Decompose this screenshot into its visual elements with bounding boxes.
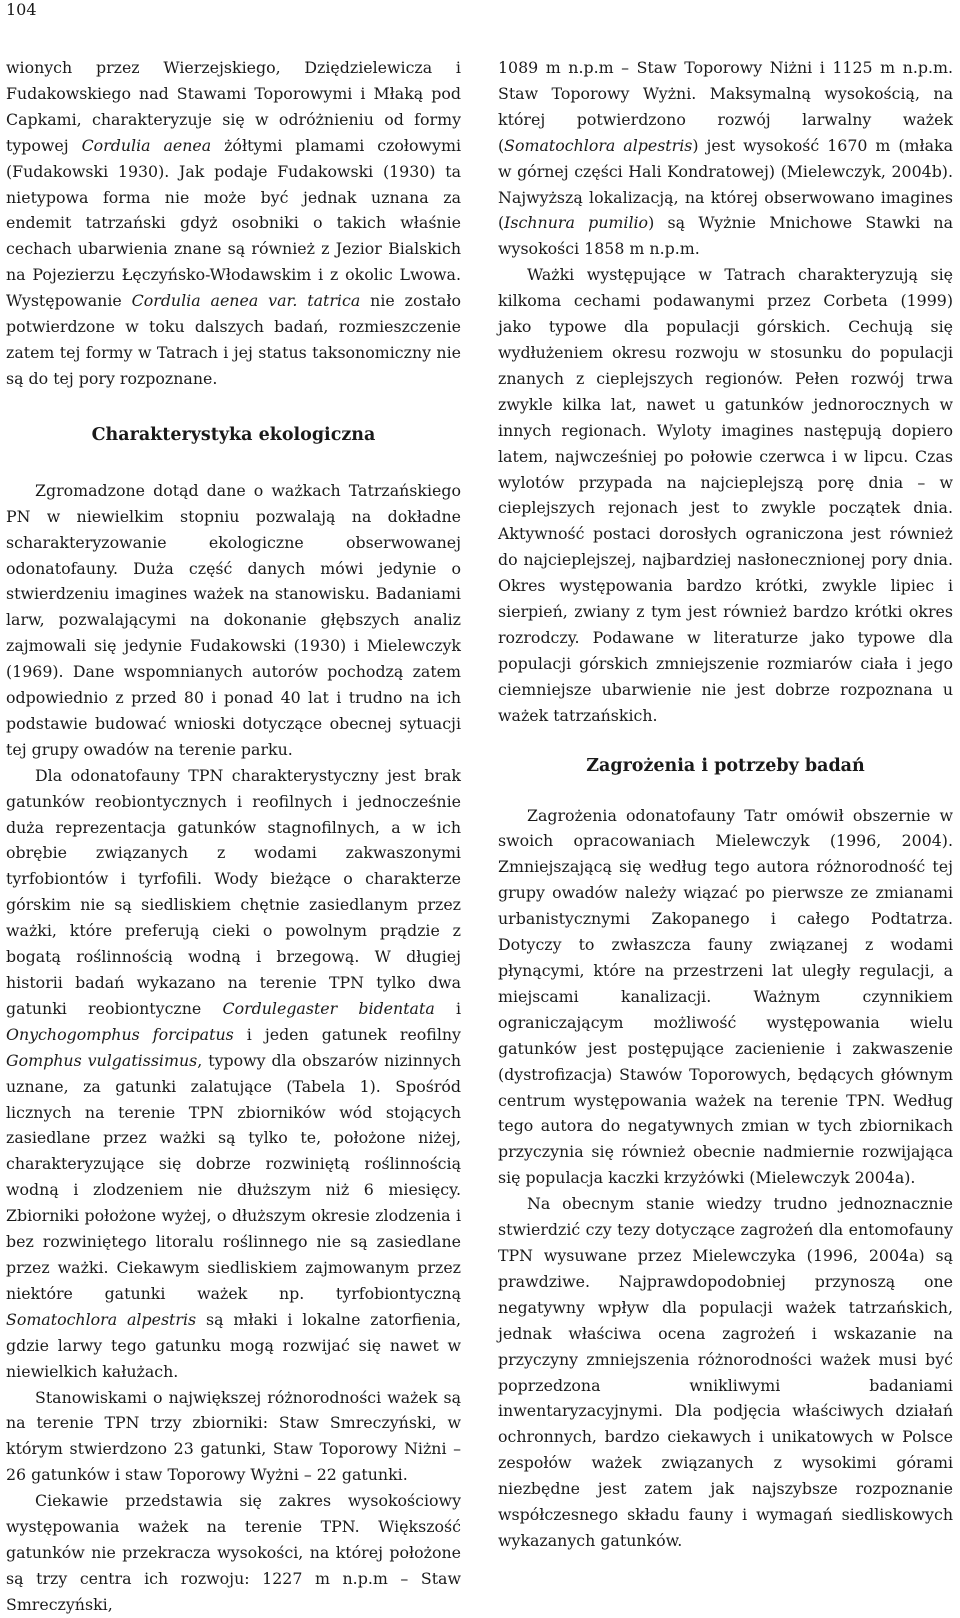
paragraph-altitude-continued: 1089 m n.p.m – Staw Toporowy Niżni i 1125 m n.p.m. Staw Toporowy Wyżni. Maksymalną wysokością, na której potwierdzono rozwój larwalny ważek (Somatochlora alpestris) jest wysokość 1670 m (młaka w górnej części Hali Kondratowej) (Mielewczyk, 2004b). Najwyższą lokalizacją, na której obserwowano imagines (Ischnura pumilio) są Wyżnie Mnichowe Stawki na wysokości 1858 m n.p.m. — [498, 58, 954, 259]
section-heading-ecology: Charakterystyka ekologiczna — [91, 424, 376, 445]
left-column — [6, 55, 461, 1618]
paragraph-intro: wionych przez Wierzejskiego, Dziędzielewicza i Fudakowskiego nad Stawami Toporowymi i Młaką pod Capkami, charakteryzuje się w odróżnieniu od formy typowej Cordulia aenea żółtymi plamami czołowymi (Fudakowski 1930). Jak podaje Fudakowski (1930) ta nietypowa forma nie może być jednak uznana za endemit tatrzański gdyż osobniki o takich właśnie cechach ubarwienia znane są również z Jezior Bialskich na Pojezierzu Łęczyńsko-Włodawskim i z okolic Lwowa. Występowanie Cordulia aenea var. tatrica nie zostało potwierdzone w toku dalszych badań, rozmieszczenie zatem tej formy w Tatrach i jej status taksonomiczny nie są do tej pory rozpoznane. — [6, 58, 462, 388]
page-number: 104 — [6, 0, 37, 19]
right-column — [498, 55, 953, 1554]
paragraph-altitude-range: Ciekawie przedstawia się zakres wysokościowy występowania ważek na terenie TPN. Większość gatunków nie przekracza wysokości, na której położone są trzy centra ich rozwoju: 1227 m n.p.m – Staw Smreczyński, — [6, 1491, 461, 1614]
paragraph-habitats: Dla odonatofauny TPN charakterystyczny jest brak gatunków reobiontycznych i reofilnych i jednocześnie duża reprezentacja gatunków stagnofilnych, a w ich obrębie związanych z wodami zakwaszonymi tyrfobiontów i tyrfofili. Wody bieżące o charakterze górskim nie są siedliskiem chętnie zasiedlanym przez ważki, które preferują cieki o powolnym prądzie z bogatą roślinnością wodną i brzegową. W długiej historii badań wykazano na terenie TPN tylko dwa gatunki reobiontyczne Cordulegaster bidentata i Onychogomphus forcipatus i jeden gatunek reofilny Gomphus vulgatissimus, typowy dla obszarów nizinnych uznane, za gatunki zalatujące (Tabela 1). Spośród licznych na terenie TPN zbiorników wód stojących zasiedlane przez ważki są tylko te, położone niżej, charakteryzujące się dobrze rozwiniętą roślinnością wodną i zlodzeniem nie dłuższym niż 6 miesięcy. Zbiorniki położone wyżej, o dłuższym okresie zlodzenia i bez rozwiniętego litoralu roślinnego nie są zasiedlane przez ważki. Ciekawym siedliskiem zajmowanym przez niektóre gatunki ważek np. tyrfobiontyczną Somatochlora alpestris są młaki i lokalne zatorfienia, gdzie larwy tego gatunku mogą rozwijać się nawet w niewielkich kałużach. — [6, 765, 462, 1381]
paragraph-threats: Zagrożenia odonatofauny Tatr omówił obszernie w swoich opracowaniach Mielewczyk (1996, 2004). Zmniejszającą się według tego autora różnorodność tej grupy owadów należy wiązać po pierwsze ze zmianami urbanistycznymi Zakopanego i całego Podtatrza. Dotyczy to zwłaszcza fauny związanej z wodami płynącymi, które na przestrzeni lat uległy regulacji, a miejscami kanalizacji. Ważnym czynnikiem ograniczającym możliwość występowania wielu gatunków jest postępujące zacienienie i zakwaszenie (dystrofizacja) Stawów Toporowych, będących głównym centrum występowania ważek na terenie TPN. Według tego autora do negatywnych zmian w tych zbiornikach przyczynia się również obecnie nadmiernie rozwijająca się populacja kaczki krzyżówki (Mielewczyk 2004a). — [498, 805, 953, 1188]
paragraph-data-overview: Zgromadzone dotąd dane o ważkach Tatrzańskiego PN w niewielkim stopniu pozwalają na dokładne scharakteryzowanie ekologiczne obserwowanej odonatofauny. Duża część danych mówi jedynie o stwierdzeniu imagines ważek na stanowisku. Badaniami larw, pozwalającymi na dokonanie głębszych analiz zajmowali się jedynie Fudakowski (1930) i Mielewczyk (1969). Dane wspomnianych autorów pochodzą zatem odpowiednio z przed 80 i ponad 40 lat i trudno na ich podstawie budować wnioski dotyczące obecnej sytuacji tej grupy owadów na terenie parku. — [6, 480, 461, 759]
paragraph-conclusions: Na obecnym stanie wiedzy trudno jednoznacznie stwierdzić czy tezy dotyczące zagrożeń dla entomofauny TPN wysuwane przez Mielewczyka (1996, 2004a) są prawdziwe. Najprawdopodobniej przynoszą one negatywny wpływ dla populacji ważek tatrzańskich, jednak właściwa ocena zagrożeń i wskazanie na przyczyny zmniejszenia różnorodności ważek musi być poprzedzona wnikliwymi badaniami inwentaryzacyjnymi. Dla podjęcia właściwych działań ochronnych, bardzo ciekawych i unikatowych w Polsce zespołów ważek związanych z wysokimi górami niezbędne jest zatem jak najszybsze rozpoznanie współczesnego składu fauny i wymagań siedliskowych wykazanych gatunków. — [498, 1194, 953, 1550]
section-heading-threats: Zagrożenia i potrzeby badań — [586, 755, 865, 776]
paragraph-diversity-sites: Stanowiskami o największej różnorodności ważek są na terenie TPN trzy zbiorniki: Staw Smreczyński, w którym stwierdzono 23 gatunki, Staw Toporowy Niżni – 26 gatunków i staw Toporowy Wyżni – 22 gatunki. — [6, 1387, 461, 1485]
paragraph-mountain-traits: Ważki występujące w Tatrach charakteryzują się kilkoma cechami podawanymi przez Corbeta (1999) jako typowe dla populacji górskich. Cechują się wydłużeniem okresu rozwoju w stosunku do populacji znanych z cieplejszych regionów. Pełen rozwój trwa zwykle kilka lat, nawet u gatunków jednorocznych w innych regionach. Wyloty imagines następują dopiero latem, najwcześniej po połowie czerwca i w lipcu. Czas wylotów przypada na najcieplejszą porę dnia – w cieplejszych rejonach jest to zwykle początek dnia. Aktywność postaci dorosłych ograniczona jest również do najcieplejszej, najbardziej nasłonecznionej pory dnia. Okres występowania bardzo krótki, zwykle lipiec i sierpień, zwiany z tym jest również bardzo krótki okres rozrodczy. Podawane w literaturze jako typowe dla populacji górskich zmniejszenie rozmiarów ciała i jego ciemniejsze ubarwienie nie jest dobrze rozpoznana u ważek tatrzańskich. — [498, 265, 953, 725]
